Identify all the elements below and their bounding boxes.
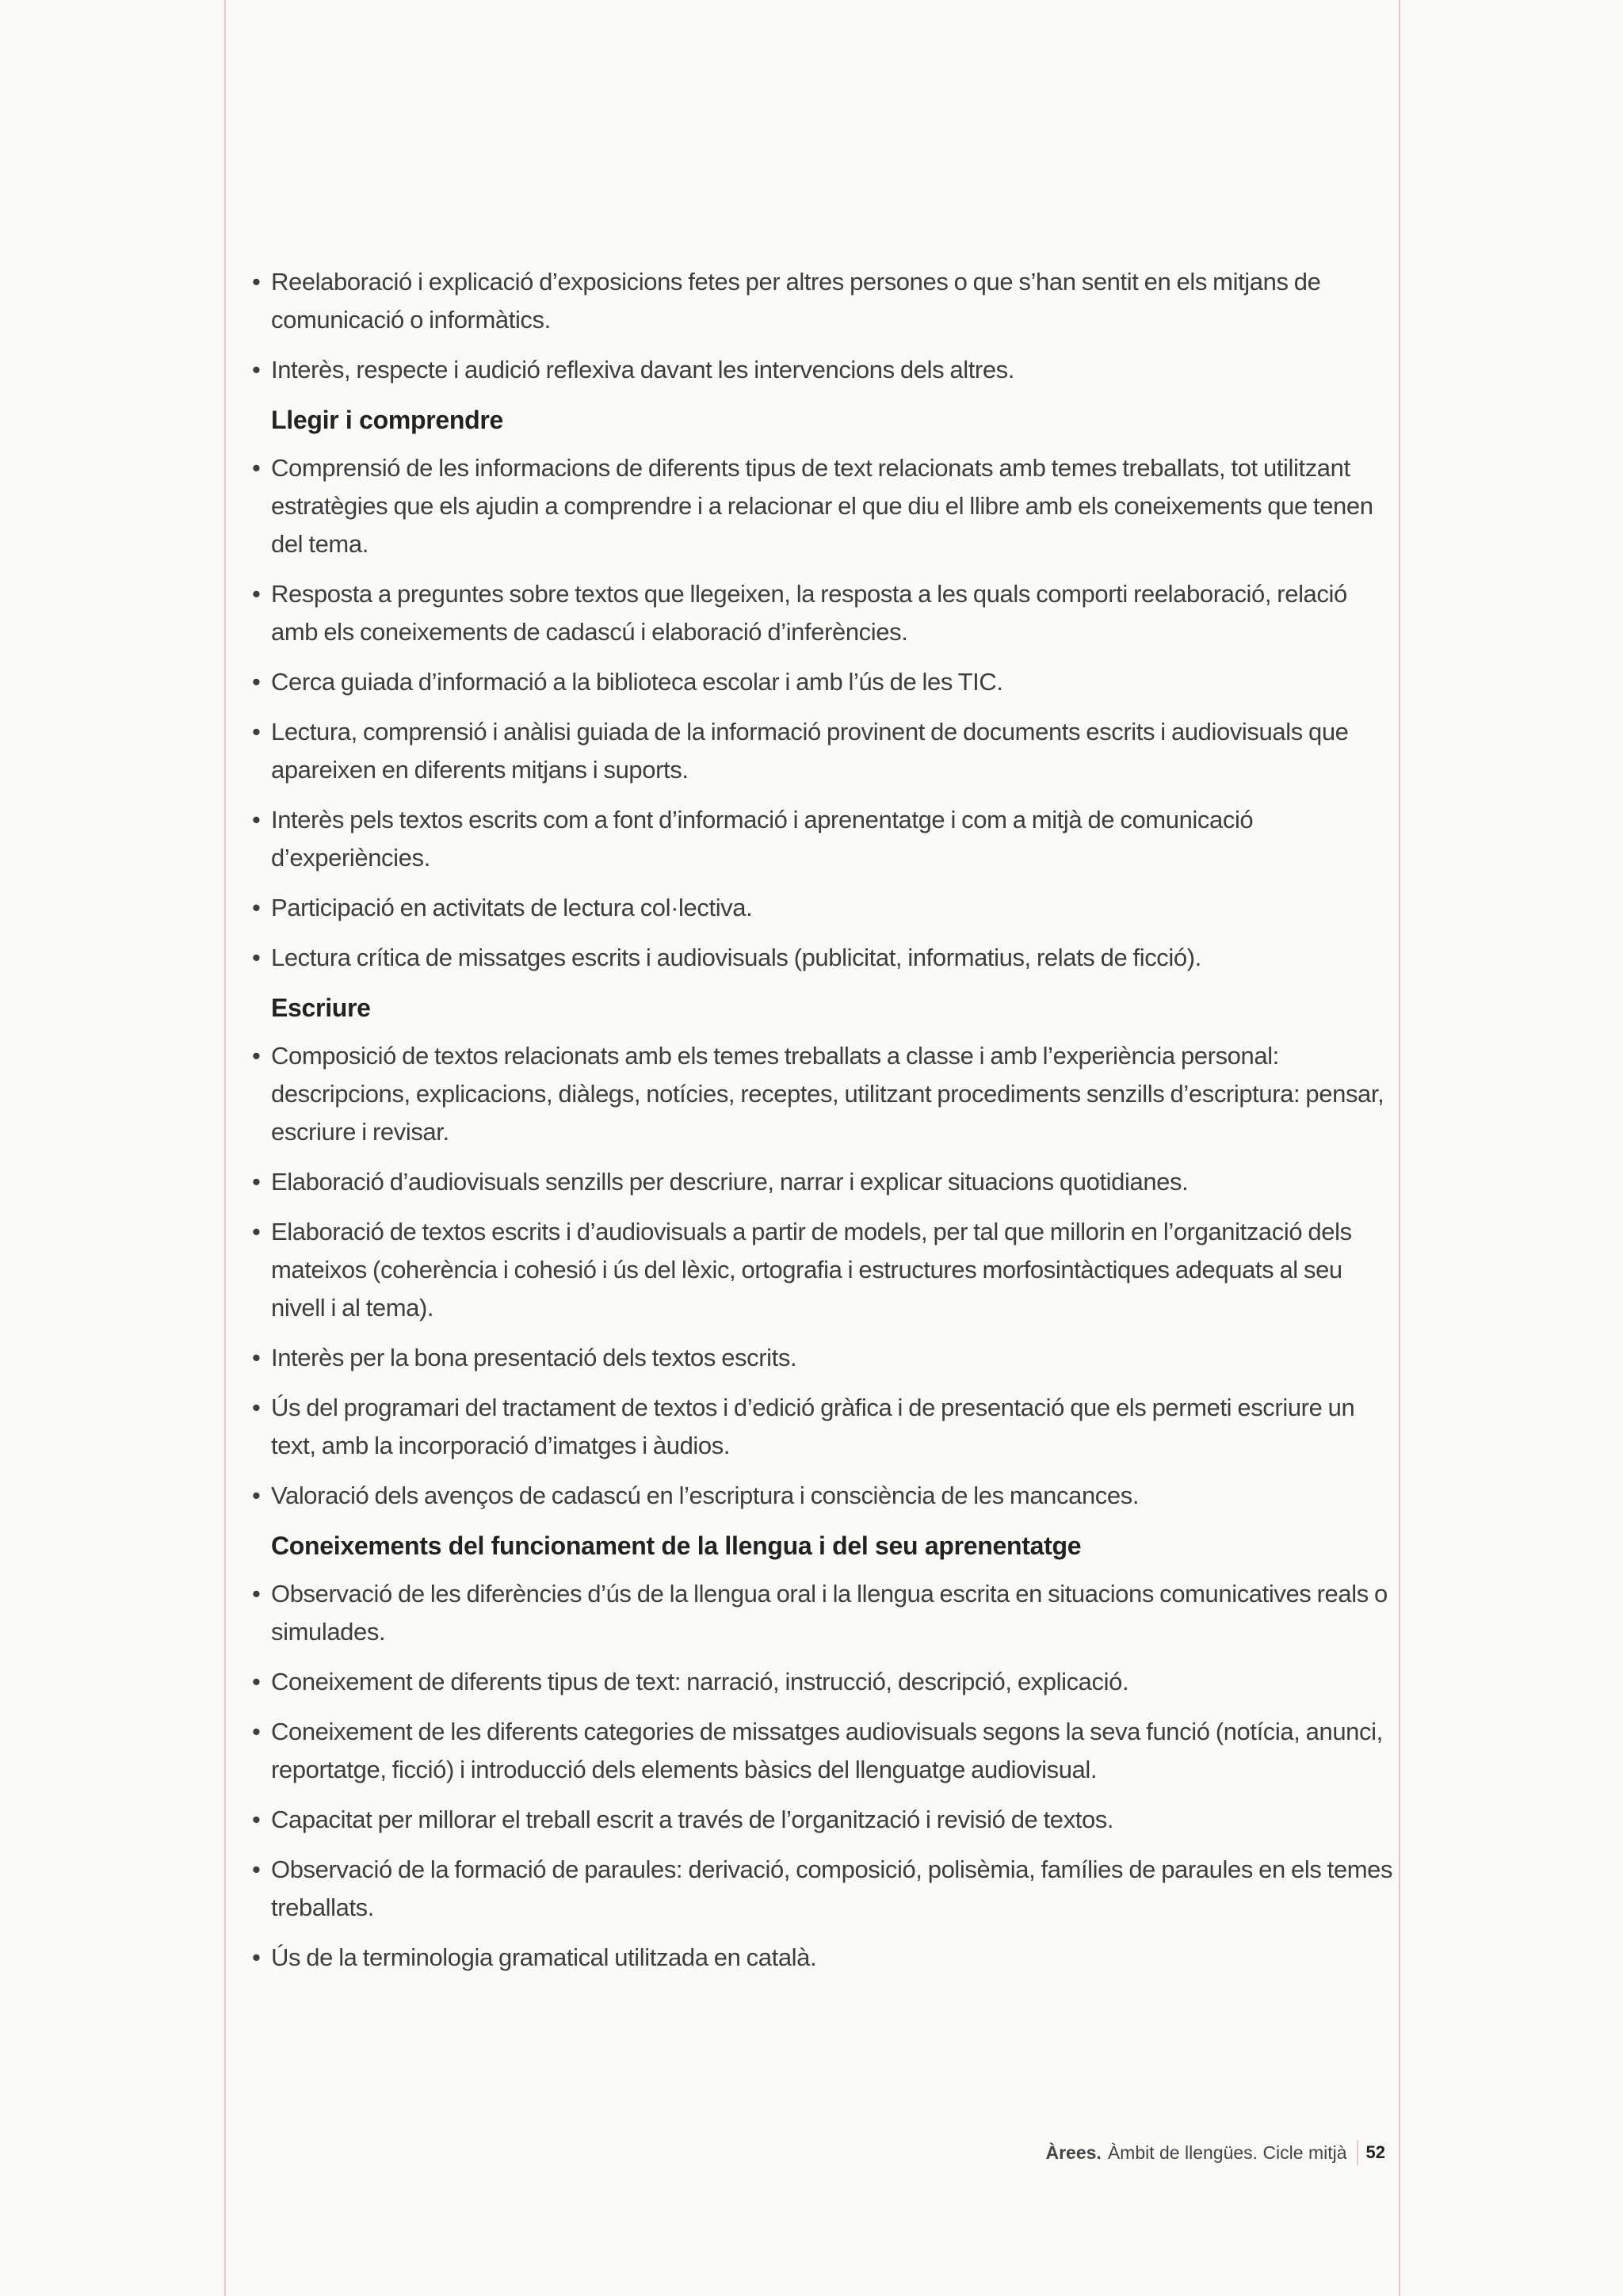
list-item <box>252 1801 1393 1839</box>
list-item-text: Ús del programari del tractament de textos i d’edició gràfica i de presentació que els permeti escriure un text, amb la incorporació d’imatges i àudios. <box>271 1394 1355 1459</box>
right-margin-line <box>1399 0 1400 2296</box>
bullet: • <box>252 1042 261 1070</box>
bullet: • <box>252 580 261 608</box>
list-coneixements <box>252 1575 1393 1977</box>
footer-area: Àrees. <box>1045 2142 1102 2163</box>
bullet: • <box>252 1943 261 1971</box>
list-item-text: Observació de les diferències d’ús de la llengua oral i la llengua escrita en situacions comunicatives reals o simulades. <box>271 1580 1388 1646</box>
list-item <box>252 1851 1393 1927</box>
section-heading-escriure: Escriure <box>271 994 371 1022</box>
list-item-text: Cerca guiada d’informació a la biblioteca escolar i amb l’ús de les TIC. <box>271 668 1003 696</box>
list-item-text: Interès pels textos escrits com a font d’informació i aprenentatge i com a mitjà de comunicació d’experiències. <box>271 806 1254 871</box>
list-item <box>252 713 1393 789</box>
list-item <box>252 351 1393 389</box>
bullet: • <box>252 268 261 296</box>
list-item <box>252 1213 1393 1327</box>
list-item-text: Observació de la formació de paraules: derivació, composició, polisèmia, famílies de paraules en els temes treballats. <box>271 1855 1393 1921</box>
list-item <box>252 1663 1393 1701</box>
list-item <box>252 1339 1393 1377</box>
page-footer <box>1046 2140 1386 2165</box>
list-item-text: Coneixement de les diferents categories de missatges audiovisuals segons la seva funció (notícia, anunci, reportatge, ficció) i introducció dels elements bàsics del llenguatge audiovisual. <box>271 1718 1383 1783</box>
bullet: • <box>252 1668 261 1695</box>
list-item-text: Reelaboració i explicació d’exposicions fetes per altres persones o que s’han sentit en els mitjans de comunicació o informàtics. <box>271 268 1321 334</box>
list-item <box>252 575 1393 651</box>
list-llegir <box>252 449 1393 977</box>
list-item <box>252 1713 1393 1789</box>
footer-divider <box>1357 2140 1358 2165</box>
bullet: • <box>252 1718 261 1745</box>
list-item <box>252 1037 1393 1151</box>
bullet: • <box>252 1168 261 1196</box>
list-item <box>252 263 1393 339</box>
list-item-text: Valoració dels avenços de cadascú en l’escriptura i consciència de les mancances. <box>271 1482 1140 1509</box>
section-heading-coneixements: Coneixements del funcionament de la llengua i del seu aprenentatge <box>271 1531 1082 1560</box>
list-item-text: Lectura crítica de missatges escrits i audiovisuals (publicitat, informatius, relats de ficció). <box>271 944 1201 971</box>
list-item <box>252 449 1393 563</box>
bullet: • <box>252 806 261 833</box>
list-escriure <box>252 1037 1393 1515</box>
list-item-text: Lectura, comprensió i anàlisi guiada de la informació provinent de documents escrits i audiovisuals que apareixen en diferents mitjans i suports. <box>271 718 1349 784</box>
list-item <box>252 1389 1393 1465</box>
list-item-text: Coneixement de diferents tipus de text: narració, instrucció, descripció, explicació. <box>271 1668 1129 1695</box>
list-item-text: Ús de la terminologia gramatical utilitzada en català. <box>271 1943 817 1971</box>
left-margin-line <box>224 0 226 2296</box>
bullet: • <box>252 894 261 921</box>
list-item <box>252 939 1393 977</box>
bullet: • <box>252 1806 261 1833</box>
list-item-text: Interès per la bona presentació dels textos escrits. <box>271 1344 797 1371</box>
page-number: 52 <box>1365 2142 1385 2162</box>
list-item-text: Participació en activitats de lectura col·lectiva. <box>271 894 753 921</box>
bullet: • <box>252 1855 261 1883</box>
bullet: • <box>252 718 261 746</box>
bullet: • <box>252 1394 261 1421</box>
bullet: • <box>252 1580 261 1608</box>
list-item-text: Composició de textos relacionats amb els temes treballats a classe i amb l’experiència personal: descripcions, explicacions, diàlegs, notícies, receptes, utilitzant procediments senzills d’escriptura: pensar, escriure i revisar. <box>271 1042 1384 1146</box>
bullet: • <box>252 944 261 971</box>
bullet: • <box>252 1344 261 1371</box>
list-item <box>252 1163 1393 1201</box>
footer-section: Àmbit de llengües. Cicle mitjà <box>1107 2142 1347 2163</box>
page-content <box>252 263 1393 1989</box>
bullet: • <box>252 668 261 696</box>
list-item-text: Comprensió de les informacions de diferents tipus de text relacionats amb temes treballats, tot utilitzant estratègies que els ajudin a comprendre i a relacionar el que diu el llibre amb els coneixements que tenen del tema. <box>271 454 1373 558</box>
list-item-text: Interès, respecte i audició reflexiva davant les intervencions dels altres. <box>271 356 1014 383</box>
section-heading-llegir: Llegir i comprendre <box>271 406 504 434</box>
list-item <box>252 801 1393 877</box>
bullet: • <box>252 1482 261 1509</box>
list-item <box>252 663 1393 701</box>
list-item <box>252 1477 1393 1515</box>
list-item <box>252 1575 1393 1651</box>
list-top <box>252 263 1393 389</box>
bullet: • <box>252 356 261 383</box>
list-item-text: Capacitat per millorar el treball escrit a través de l’organització i revisió de textos. <box>271 1806 1114 1833</box>
list-item-text: Elaboració d’audiovisuals senzills per descriure, narrar i explicar situacions quotidianes. <box>271 1168 1189 1196</box>
list-item-text: Resposta a preguntes sobre textos que llegeixen, la resposta a les quals comporti reelaboració, relació amb els coneixements de cadascú i elaboració d’inferències. <box>271 580 1347 646</box>
list-item-text: Elaboració de textos escrits i d’audiovisuals a partir de models, per tal que millorin en l’organització dels mateixos (coherència i cohesió i ús del lèxic, ortografia i estructures morfosintàctiques adequats al seu nivell i al tema). <box>271 1218 1352 1322</box>
bullet: • <box>252 454 261 482</box>
list-item <box>252 1939 1393 1977</box>
list-item <box>252 889 1393 927</box>
bullet: • <box>252 1218 261 1245</box>
